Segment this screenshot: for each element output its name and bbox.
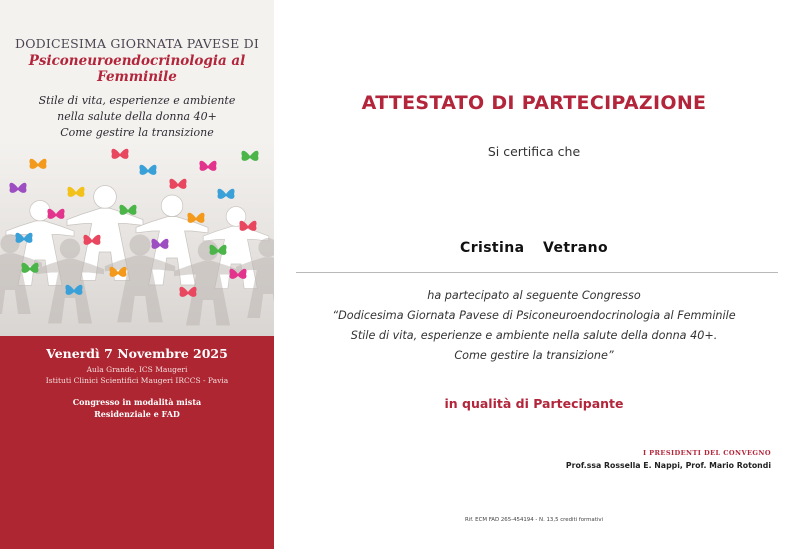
event-poster — [0, 0, 274, 549]
congress-description — [274, 286, 794, 366]
certificate-title: ATTESTATO DI PARTECIPAZIONE — [361, 92, 707, 114]
event-mode-line: Congresso in modalità mista — [72, 397, 202, 407]
participant-name: Cristina Vetrano — [460, 240, 608, 256]
poster-header — [0, 36, 274, 141]
certificate-intro: Si certifica che — [487, 144, 581, 159]
poster-subtitle-line: Stile di vita, esperienze e ambiente — [38, 94, 236, 107]
signatories-names: Prof.ssa Rossella E. Nappi, Prof. Mario Rotondi — [565, 461, 771, 470]
poster-kicker: DODICESIMA GIORNATA PAVESE DI — [15, 36, 259, 51]
event-mode-line: Residenziale e FAD — [94, 409, 180, 419]
divider — [296, 272, 778, 273]
congress-description-line: Stile di vita, esperienze e ambiente nella salute della donna 40+. — [350, 329, 718, 342]
participation-role: in qualità di Partecipante — [444, 396, 624, 411]
poster-subtitle-line: nella salute della donna 40+ — [57, 110, 217, 123]
congress-description-line: Come gestire la transizione” — [454, 349, 614, 362]
event-location-line: Aula Grande, ICS Maugeri — [86, 365, 188, 374]
certificate-body — [274, 0, 794, 549]
congress-description-line: “Dodicesima Giornata Pavese di Psiconeuroendocrinologia al Femminile — [332, 309, 736, 322]
poster-title: Psiconeuroendocrinologia al Femminile — [28, 53, 246, 85]
signatories-label: I PRESIDENTI DEL CONVEGNO — [643, 449, 771, 457]
poster-illustration — [0, 140, 274, 336]
poster-subtitle — [0, 93, 274, 141]
event-date: Venerdì 7 Novembre 2025 — [46, 346, 228, 361]
ecm-reference: Rif. ECM FAD 265-454194 - N. 13,5 crediti formativi — [464, 517, 604, 523]
congress-description-line: ha partecipato al seguente Congresso — [427, 289, 641, 302]
event-mode — [0, 396, 274, 420]
poster-event-band — [0, 336, 274, 549]
poster-subtitle-line: Come gestire la transizione — [60, 126, 214, 139]
event-location — [0, 364, 274, 386]
event-location-line: Istituti Clinici Scientifici Maugeri IRCCS - Pavia — [45, 376, 229, 385]
